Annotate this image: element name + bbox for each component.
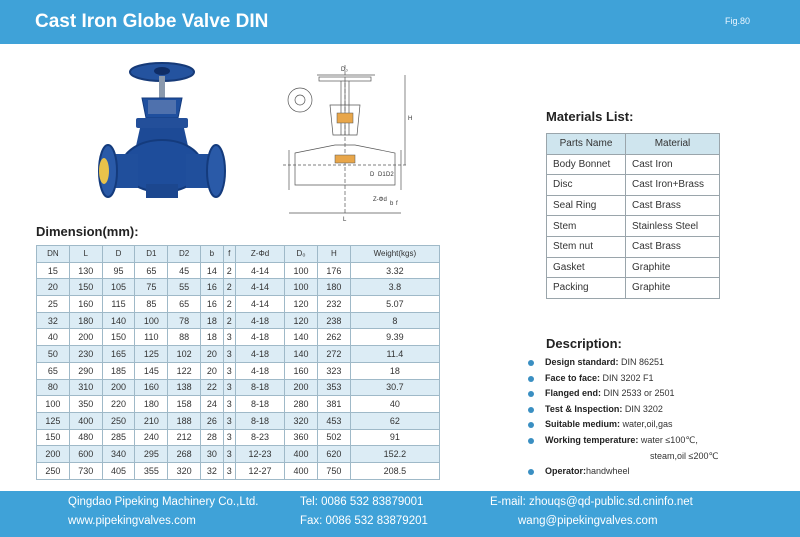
dimension-cell: 40 [37, 329, 70, 346]
dimension-cell: 353 [317, 379, 350, 396]
dimension-cell: 3 [223, 329, 235, 346]
dimension-cell: 4-18 [235, 346, 284, 363]
dimension-cell: 75 [135, 279, 168, 296]
part-name-cell: Seal Ring [547, 195, 626, 216]
dimension-cell: 95 [102, 262, 135, 279]
dimension-cell: 105 [102, 279, 135, 296]
dimension-cell: 140 [285, 346, 318, 363]
description-label: Design standard: [545, 357, 619, 367]
dimension-cell: 176 [317, 262, 350, 279]
description-item [528, 417, 719, 433]
bullet-icon [528, 391, 534, 397]
dimension-cell: 180 [317, 279, 350, 296]
dimension-cell: 91 [350, 429, 439, 446]
dimension-cell: 2 [223, 312, 235, 329]
dimension-cell: 14 [201, 262, 224, 279]
dimension-cell: 250 [102, 412, 135, 429]
dimension-cell: 340 [102, 446, 135, 463]
dimension-cell: 65 [37, 362, 70, 379]
dimension-cell: 20 [201, 362, 224, 379]
dimension-row [37, 312, 440, 329]
footer [0, 491, 800, 537]
footer-email2[interactable]: wang@pipekingvalves.com [518, 515, 658, 527]
dimension-cell: 4-14 [235, 262, 284, 279]
dimension-row [37, 296, 440, 313]
valve-photo [92, 58, 232, 210]
dimension-cell: 15 [37, 262, 70, 279]
dim-col-h: H [317, 246, 350, 263]
dimension-cell: 18 [201, 312, 224, 329]
dimension-cell: 220 [102, 396, 135, 413]
material-cell: Graphite [626, 278, 720, 299]
header-banner [0, 0, 800, 44]
drawing-label-h: H [408, 116, 413, 122]
dimension-cell: 8-18 [235, 396, 284, 413]
description-label: Face to face: [545, 372, 601, 383]
page-title: Cast Iron Globe Valve DIN [35, 11, 269, 32]
dimension-row [37, 396, 440, 413]
description-item [528, 402, 719, 418]
part-name-cell: Stem [547, 216, 626, 237]
dimension-cell: 8 [350, 312, 439, 329]
dimension-cell: 125 [37, 412, 70, 429]
dimension-cell: 55 [168, 279, 201, 296]
description-item [528, 371, 719, 387]
materials-table-body [547, 154, 720, 298]
dimension-cell: 238 [317, 312, 350, 329]
dimension-row [37, 429, 440, 446]
drawing-label-l: L [343, 217, 347, 223]
dimension-cell: 262 [317, 329, 350, 346]
dimension-cell: 160 [135, 379, 168, 396]
dimension-cell: 16 [201, 296, 224, 313]
dimension-cell: 150 [102, 329, 135, 346]
dimension-cell: 4-18 [235, 329, 284, 346]
description-label: Test & Inspection: [545, 403, 623, 414]
dimension-cell: 158 [168, 396, 201, 413]
dim-col-f: f [223, 246, 235, 263]
materials-table [546, 133, 720, 299]
dimension-cell: 65 [168, 296, 201, 313]
dimension-cell: 28 [201, 429, 224, 446]
dimension-cell: 3 [223, 362, 235, 379]
description-items [528, 355, 719, 449]
dimension-cell: 400 [285, 462, 318, 479]
dimension-cell: 3 [223, 412, 235, 429]
dimension-cell: 3 [223, 462, 235, 479]
dimension-cell: 180 [69, 312, 102, 329]
dimension-cell: 212 [168, 429, 201, 446]
dimension-cell: 150 [37, 429, 70, 446]
dimension-cell: 502 [317, 429, 350, 446]
dimension-cell: 102 [168, 346, 201, 363]
dimension-cell: 320 [285, 412, 318, 429]
dimension-cell: 350 [69, 396, 102, 413]
dimension-cell: 295 [135, 446, 168, 463]
dimension-cell: 250 [37, 462, 70, 479]
dimension-cell: 750 [317, 462, 350, 479]
drawing-label-d2: D2 [386, 172, 394, 178]
dimension-cell: 620 [317, 446, 350, 463]
dimension-cell: 115 [102, 296, 135, 313]
drawing-label-d1: D1 [378, 172, 386, 178]
dimension-cell: 110 [135, 329, 168, 346]
dimension-cell: 323 [317, 362, 350, 379]
bullet-icon [528, 438, 534, 444]
material-cell: Graphite [626, 257, 720, 278]
dimension-row [37, 462, 440, 479]
dimension-cell: 100 [135, 312, 168, 329]
part-name-cell: Gasket [547, 257, 626, 278]
dimension-cell: 310 [69, 379, 102, 396]
description-temp-continued: steam,oil ≤200℃ [650, 450, 719, 461]
dimension-cell: 165 [102, 346, 135, 363]
dimension-cell: 4-14 [235, 296, 284, 313]
dimension-cell: 3 [223, 396, 235, 413]
dimension-cell: 160 [69, 296, 102, 313]
dimension-cell: 268 [168, 446, 201, 463]
materials-row [547, 278, 720, 299]
dimension-cell: 130 [69, 262, 102, 279]
materials-row [547, 154, 720, 175]
description-value: DIN 3202 F1 [600, 372, 654, 383]
dimension-cell: 30 [201, 446, 224, 463]
dimension-cell: 32 [201, 462, 224, 479]
dimension-cell: 200 [69, 329, 102, 346]
dimension-cell: 3 [223, 446, 235, 463]
material-cell: Stainless Steel [626, 216, 720, 237]
dimension-cell: 360 [285, 429, 318, 446]
mat-col-parts: Parts Name [547, 134, 626, 155]
description-label: Suitable medium: [545, 419, 621, 430]
drawing-label-d0: D₀ [341, 67, 348, 73]
description-item [528, 433, 719, 449]
part-name-cell: Packing [547, 278, 626, 299]
dimension-cell: 16 [201, 279, 224, 296]
dimension-cell: 8-18 [235, 379, 284, 396]
description-value: DIN 86251 [618, 357, 665, 367]
dimension-cell: 20 [37, 279, 70, 296]
dimension-cell: 9.39 [350, 329, 439, 346]
footer-fax: Fax: 0086 532 83879201 [300, 515, 428, 527]
materials-title: Materials List: [546, 109, 634, 124]
dimension-cell: 122 [168, 362, 201, 379]
dimension-cell: 185 [102, 362, 135, 379]
dimension-cell: 65 [135, 262, 168, 279]
dimension-row [37, 446, 440, 463]
dim-col-d: D [102, 246, 135, 263]
dimension-cell: 24 [201, 396, 224, 413]
description-item [528, 386, 719, 402]
dimension-cell: 40 [350, 396, 439, 413]
dimension-cell: 26 [201, 412, 224, 429]
dimension-cell: 3.32 [350, 262, 439, 279]
dimension-cell: 138 [168, 379, 201, 396]
dim-col-dn: DN [37, 246, 70, 263]
dimension-cell: 30.7 [350, 379, 439, 396]
dimension-cell: 45 [168, 262, 201, 279]
figure-number: Fig.80 [724, 16, 750, 26]
dim-col-b: b [201, 246, 224, 263]
drawing-label-zd: Z-Φd [373, 197, 387, 203]
dimension-cell: 355 [135, 462, 168, 479]
dimension-title: Dimension(mm): [36, 224, 139, 239]
dimension-cell: 8-18 [235, 412, 284, 429]
dimension-cell: 18 [201, 329, 224, 346]
description-label: Operator: [545, 466, 587, 477]
dimension-cell: 240 [135, 429, 168, 446]
dimension-cell: 12-27 [235, 462, 284, 479]
dimension-row [37, 346, 440, 363]
bullet-icon [528, 360, 534, 366]
dimension-cell: 120 [285, 296, 318, 313]
description-label: Working temperature: [545, 434, 639, 445]
description-value: water,oil,gas [620, 419, 673, 430]
dim-col-weight: Weight(kgs) [350, 246, 439, 263]
dimension-cell: 453 [317, 412, 350, 429]
materials-row [547, 216, 720, 237]
description-list [528, 355, 719, 480]
dimension-row [37, 412, 440, 429]
dimension-cell: 210 [135, 412, 168, 429]
dimension-cell: 730 [69, 462, 102, 479]
description-value: DIN 2533 or 2501 [601, 388, 675, 399]
dimension-cell: 85 [135, 296, 168, 313]
drawing-label-b: b [390, 201, 394, 207]
dimension-row [37, 329, 440, 346]
material-cell: Cast Iron [626, 154, 720, 175]
dimension-cell: 120 [285, 312, 318, 329]
description-title: Description: [546, 336, 622, 351]
dimension-cell: 152.2 [350, 446, 439, 463]
footer-website[interactable]: www.pipekingvalves.com [68, 515, 196, 527]
dimension-cell: 188 [168, 412, 201, 429]
bullet-icon [528, 469, 534, 475]
description-label: Flanged end: [545, 388, 601, 399]
bullet-icon [528, 376, 534, 382]
dimension-cell: 150 [69, 279, 102, 296]
dimension-cell: 272 [317, 346, 350, 363]
dim-col-l: L [69, 246, 102, 263]
materials-row [547, 195, 720, 216]
dimension-cell: 125 [135, 346, 168, 363]
dimension-cell: 140 [285, 329, 318, 346]
dimension-cell: 11.4 [350, 346, 439, 363]
dimension-cell: 290 [69, 362, 102, 379]
dimension-cell: 4-18 [235, 362, 284, 379]
bullet-icon [528, 422, 534, 428]
dimension-row [37, 379, 440, 396]
dimension-cell: 100 [285, 262, 318, 279]
drawing-label-d: D [370, 172, 375, 178]
footer-company: Qingdao Pipeking Machinery Co.,Ltd. [68, 496, 259, 508]
dimension-cell: 3 [223, 346, 235, 363]
dimension-cell: 2 [223, 296, 235, 313]
dimension-cell: 2 [223, 262, 235, 279]
dimension-cell: 25 [37, 296, 70, 313]
dimension-cell: 600 [69, 446, 102, 463]
description-item-operator [528, 464, 719, 480]
dimension-cell: 145 [135, 362, 168, 379]
dimension-cell: 8-23 [235, 429, 284, 446]
dimension-cell: 32 [37, 312, 70, 329]
dimension-cell: 18 [350, 362, 439, 379]
mat-col-material: Material [626, 134, 720, 155]
part-name-cell: Body Bonnet [547, 154, 626, 175]
dim-col-d2: D2 [168, 246, 201, 263]
dimension-cell: 200 [285, 379, 318, 396]
description-value: DIN 3202 [622, 403, 663, 414]
dimension-cell: 2 [223, 279, 235, 296]
dimension-cell: 381 [317, 396, 350, 413]
dimension-cell: 88 [168, 329, 201, 346]
dimension-cell: 100 [285, 279, 318, 296]
dimension-cell: 80 [37, 379, 70, 396]
valve-technical-drawing [275, 55, 435, 225]
dimension-table-body [37, 262, 440, 479]
footer-tel: Tel: 0086 532 83879001 [300, 496, 424, 508]
dimension-row [37, 279, 440, 296]
materials-row [547, 236, 720, 257]
dimension-cell: 62 [350, 412, 439, 429]
part-name-cell: Stem nut [547, 236, 626, 257]
material-cell: Cast Brass [626, 236, 720, 257]
dimension-cell: 140 [102, 312, 135, 329]
materials-row [547, 175, 720, 196]
part-name-cell: Disc [547, 175, 626, 196]
dimension-cell: 100 [37, 396, 70, 413]
dimension-cell: 400 [285, 446, 318, 463]
dimension-cell: 232 [317, 296, 350, 313]
dimension-cell: 4-14 [235, 279, 284, 296]
dimension-cell: 12-23 [235, 446, 284, 463]
dim-col-zd: Z-Φd [235, 246, 284, 263]
dimension-cell: 230 [69, 346, 102, 363]
dim-col-d0: D₀ [285, 246, 318, 263]
dim-col-d1: D1 [135, 246, 168, 263]
dimension-table [36, 245, 440, 480]
dimension-cell: 20 [201, 346, 224, 363]
dimension-cell: 200 [37, 446, 70, 463]
dimension-cell: 22 [201, 379, 224, 396]
dimension-cell: 78 [168, 312, 201, 329]
dimension-cell: 50 [37, 346, 70, 363]
dimension-cell: 200 [102, 379, 135, 396]
materials-row [547, 257, 720, 278]
dimension-cell: 3 [223, 429, 235, 446]
material-cell: Cast Brass [626, 195, 720, 216]
dimension-cell: 180 [135, 396, 168, 413]
dimension-cell: 280 [285, 396, 318, 413]
dimension-cell: 320 [168, 462, 201, 479]
description-item [528, 355, 719, 371]
dimension-cell: 480 [69, 429, 102, 446]
drawing-label-f: f [396, 201, 398, 207]
dimension-cell: 400 [69, 412, 102, 429]
description-value: handwheel [586, 466, 630, 477]
dimension-row [37, 262, 440, 279]
dimension-cell: 5.07 [350, 296, 439, 313]
dimension-row [37, 362, 440, 379]
bullet-icon [528, 407, 534, 413]
dimension-cell: 3 [223, 379, 235, 396]
dimension-cell: 285 [102, 429, 135, 446]
footer-email[interactable]: E-mail: zhouqs@qd-public.sd.cninfo.net [490, 496, 693, 508]
dimension-cell: 3.8 [350, 279, 439, 296]
dimension-cell: 208.5 [350, 462, 439, 479]
description-value: water ≤100℃, [638, 434, 698, 445]
material-cell: Cast Iron+Brass [626, 175, 720, 196]
dimension-cell: 405 [102, 462, 135, 479]
dimension-cell: 4-18 [235, 312, 284, 329]
dimension-cell: 160 [285, 362, 318, 379]
